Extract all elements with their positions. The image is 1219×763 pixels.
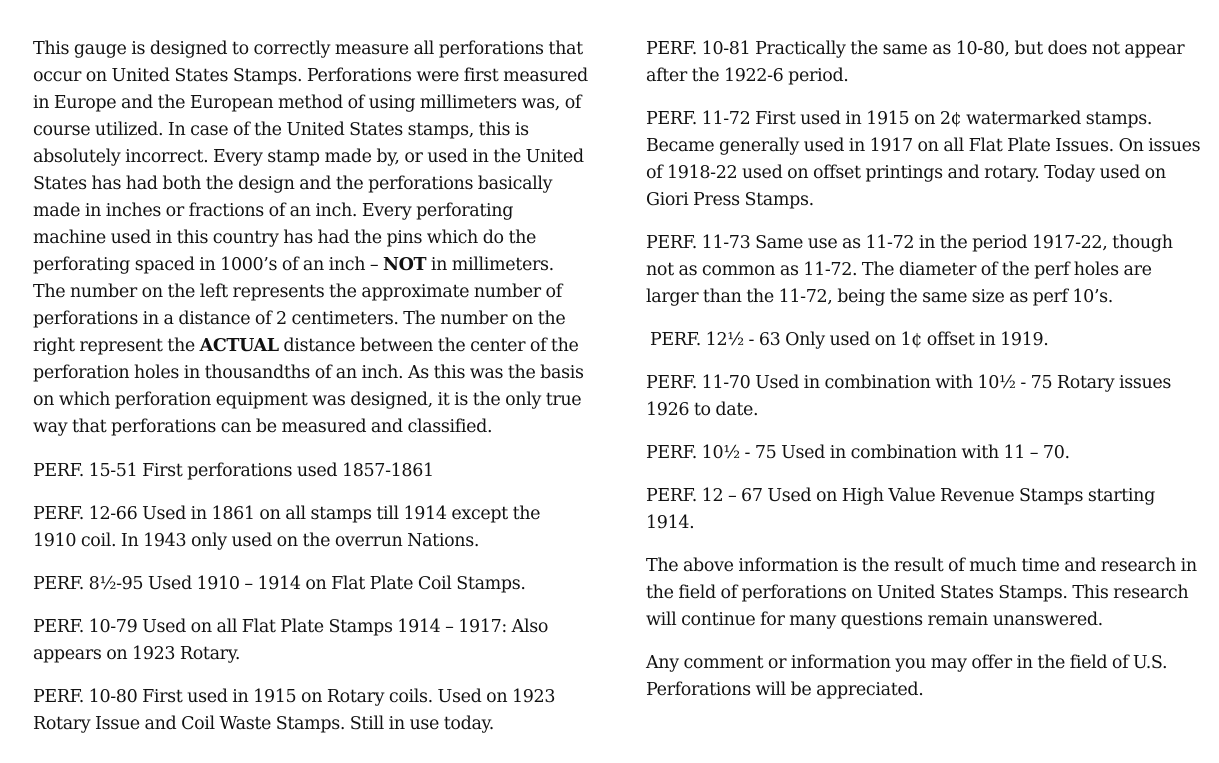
intro-line: machine used in this country has had the pins which do the: [33, 228, 537, 248]
intro-line: distance between the center of the: [278, 336, 579, 356]
perf-line: PERF. 10-79 Used on all Flat Plate Stamps 1914 – 1917: Also: [33, 617, 549, 637]
perf-line: Became generally used in 1917 on all Flat Plate Issues. On issues: [646, 136, 1201, 156]
perf-line: 1914.: [646, 513, 695, 533]
closing-line: will continue for many questions remain unanswered.: [646, 610, 1103, 630]
closing-line: The above information is the result of much time and research in: [646, 556, 1197, 576]
perf-entry: [646, 230, 1206, 311]
perf-line: after the 1922-6 period.: [646, 66, 849, 86]
right-column: [646, 36, 1206, 704]
perf-line: PERF. 11-72 First used in 1915 on 2¢ watermarked stamps.: [646, 109, 1153, 129]
perf-entry: [646, 327, 1206, 354]
perf-entry: [646, 36, 1206, 90]
intro-line: course utilized. In case of the United States stamps, this is: [33, 120, 529, 140]
perf-line: PERF. 12 – 67 Used on High Value Revenue Stamps starting: [646, 486, 1155, 506]
emphasis-actual: ACTUAL: [199, 336, 279, 356]
perf-line: PERF. 10-81 Practically the same as 10-80, but does not appear: [646, 39, 1185, 59]
perf-entry: [33, 571, 593, 598]
closing-line: the field of perforations on United States Stamps. This research: [646, 583, 1189, 603]
perf-entry: [646, 370, 1206, 424]
intro-line: in millimeters.: [426, 255, 554, 275]
perf-line: appears on 1923 Rotary.: [33, 644, 241, 664]
perf-entry: [33, 614, 593, 668]
perf-entry: [33, 458, 593, 485]
closing-paragraph: [646, 553, 1206, 634]
perf-line: PERF. 11-70 Used in combination with 10½ - 75 Rotary issues: [646, 373, 1172, 393]
contact-paragraph: [646, 650, 1206, 704]
perf-line: Giori Press Stamps.: [646, 190, 814, 210]
perf-line: larger than the 11-72, being the same size as perf 10’s.: [646, 287, 1114, 307]
perf-line: 1926 to date.: [646, 400, 759, 420]
perf-line: not as common as 11-72. The diameter of the perf holes are: [646, 260, 1152, 280]
intro-line: perforating spaced in 1000’s of an inch –: [33, 255, 383, 275]
intro-line: States has had both the design and the perforations basically: [33, 174, 553, 194]
perf-line: Rotary Issue and Coil Waste Stamps. Still in use today.: [33, 714, 494, 734]
emphasis-not: NOT: [382, 255, 427, 275]
intro-line: perforations in a distance of 2 centimeters. The number on the: [33, 309, 566, 329]
perf-line: of 1918-22 used on offset printings and rotary. Today used on: [646, 163, 1166, 183]
perf-line: PERF. 15-51 First perforations used 1857-1861: [33, 461, 434, 481]
intro-line: absolutely incorrect. Every stamp made by, or used in the United: [33, 147, 584, 167]
closing-line: Perforations will be appreciated.: [646, 680, 924, 700]
intro-line: in Europe and the European method of using millimeters was, of: [33, 93, 582, 113]
perf-entry: [646, 440, 1206, 467]
left-column: [33, 36, 593, 738]
intro-line: made in inches or fractions of an inch. Every perforating: [33, 201, 514, 221]
perf-line: PERF. 10-80 First used in 1915 on Rotary coils. Used on 1923: [33, 687, 556, 707]
perf-line: 1910 coil. In 1943 only used on the overrun Nations.: [33, 531, 480, 551]
perf-line: PERF. 8½-95 Used 1910 – 1914 on Flat Plate Coil Stamps.: [33, 574, 526, 594]
intro-line: This gauge is designed to correctly measure all perforations that: [33, 39, 583, 59]
perf-line: PERF. 12½ - 63 Only used on 1¢ offset in 1919.: [650, 330, 1049, 350]
intro-line: perforation holes in thousandths of an inch. As this was the basis: [33, 363, 584, 383]
intro-line: on which perforation equipment was designed, it is the only true: [33, 390, 582, 410]
perf-line: PERF. 11-73 Same use as 11-72 in the period 1917-22, though: [646, 233, 1173, 253]
perf-entry: [646, 483, 1206, 537]
intro-line: way that perforations can be measured and classified.: [33, 417, 493, 437]
intro-line: occur on United States Stamps. Perforations were first measured: [33, 66, 588, 86]
intro-line: right represent the: [33, 336, 200, 356]
perf-entry: [646, 106, 1206, 214]
perf-line: PERF. 10½ - 75 Used in combination with 11 – 70.: [646, 443, 1070, 463]
intro-line: The number on the left represents the approximate number of: [33, 282, 562, 302]
perf-entry: [33, 684, 593, 738]
perf-line: PERF. 12-66 Used in 1861 on all stamps till 1914 except the: [33, 504, 541, 524]
closing-line: Any comment or information you may offer in the field of U.S.: [646, 653, 1168, 673]
intro-paragraph: [33, 36, 593, 441]
perf-entry: [33, 501, 593, 555]
